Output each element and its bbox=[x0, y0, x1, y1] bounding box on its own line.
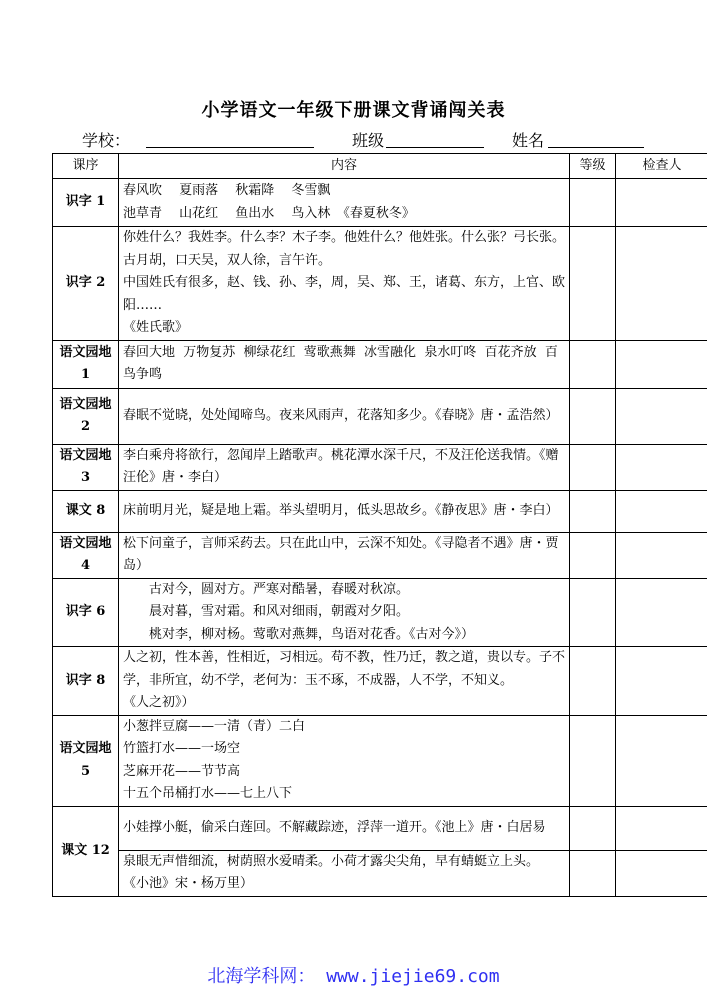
content-line: 晨对暮，雪对霜。和风对细雨，朝霞对夕阳。 bbox=[123, 604, 410, 619]
table-row bbox=[53, 227, 707, 341]
content-line: 《小池》宋・杨万里） bbox=[123, 876, 254, 891]
lesson-cell: 课文 8 bbox=[53, 490, 119, 532]
lesson-cell: 语文园地 4 bbox=[53, 532, 119, 578]
column-header: 等级 bbox=[570, 154, 616, 179]
grade-cell[interactable] bbox=[570, 388, 616, 444]
content-line: 松下问童子，言师采药去。只在此山中，云深不知处。《寻隐者不遇》唐・贾岛） bbox=[123, 535, 559, 573]
column-header: 内容 bbox=[119, 154, 570, 179]
content-line: 十五个吊桶打水——七上八下 bbox=[123, 786, 293, 801]
grade-cell[interactable] bbox=[570, 647, 616, 716]
column-header: 检查人 bbox=[616, 154, 707, 179]
table-row bbox=[53, 715, 707, 806]
content-line: 李白乘舟将欲行，忽闻岸上踏歌声。桃花潭水深千尺，不及汪伦送我情。《赠汪伦》唐・李白） bbox=[123, 447, 559, 485]
checker-cell[interactable] bbox=[616, 340, 707, 388]
table-row bbox=[53, 647, 707, 716]
grade-cell[interactable] bbox=[570, 806, 616, 850]
checker-cell[interactable] bbox=[616, 490, 707, 532]
content-line: 春眠不觉晓，处处闻啼鸟。夜来风雨声，花落知多少。《春晓》唐・孟浩然） bbox=[123, 407, 559, 423]
content-line: 你姓什么？我姓李。什么李？木子李。他姓什么？他姓张。什么张？弓长张。古月胡，口天吴，双人徐，言午许。 bbox=[123, 230, 566, 268]
content-cell bbox=[119, 388, 570, 444]
lesson-cell: 语文园地 1 bbox=[53, 340, 119, 388]
content-cell bbox=[119, 227, 570, 341]
content-line: 古对今，圆对方。严寒对酷暑，春暖对秋凉。 bbox=[123, 581, 410, 597]
content-line: 春回大地 万物复苏 柳绿花红 莺歌燕舞 冰雪融化 泉水叮咚 百花齐放 百鸟争鸣 bbox=[123, 344, 558, 382]
header-fields bbox=[82, 128, 682, 150]
content-cell bbox=[119, 532, 570, 578]
content-line: 春风吹 夏雨落 秋霜降 冬雪飘 bbox=[123, 183, 331, 198]
name-label: 姓名 bbox=[512, 131, 545, 150]
content-line: 《人之初》） bbox=[123, 695, 195, 710]
content-line: 床前明月光，疑是地上霜。举头望明月，低头思故乡。《静夜思》唐・李白） bbox=[123, 502, 559, 518]
grade-cell[interactable] bbox=[570, 490, 616, 532]
table-row bbox=[53, 179, 707, 227]
grade-cell[interactable] bbox=[570, 850, 616, 896]
grade-cell[interactable] bbox=[570, 532, 616, 578]
lesson-cell: 识字 6 bbox=[53, 578, 119, 647]
lesson-cell: 识字 1 bbox=[53, 179, 119, 227]
content-line: 中国姓氏有很多，赵、钱、孙、李，周，吴、郑、王，诸葛、东方，上官、欧阳…… bbox=[123, 275, 566, 313]
checker-cell[interactable] bbox=[616, 850, 707, 896]
name-field[interactable] bbox=[548, 147, 644, 148]
lesson-cell: 识字 2 bbox=[53, 227, 119, 341]
checker-cell[interactable] bbox=[616, 179, 707, 227]
content-cell bbox=[119, 715, 570, 806]
content-cell bbox=[119, 850, 570, 896]
lesson-cell: 语文园地 2 bbox=[53, 388, 119, 444]
lesson-cell: 语文园地 5 bbox=[53, 715, 119, 806]
lesson-cell: 识字 8 bbox=[53, 647, 119, 716]
content-cell bbox=[119, 647, 570, 716]
checker-cell[interactable] bbox=[616, 806, 707, 850]
grade-cell[interactable] bbox=[570, 444, 616, 490]
table-row bbox=[53, 850, 707, 896]
checker-cell[interactable] bbox=[616, 532, 707, 578]
table-row bbox=[53, 388, 707, 444]
content-line: 桃对李，柳对杨。莺歌对燕舞，鸟语对花香。《古对今》） bbox=[123, 626, 475, 642]
content-line: 《姓氏歌》 bbox=[123, 320, 189, 335]
content-line: 人之初，性本善，性相近，习相远。苟不教，性乃迁，教之道，贵以专。子不学，非所宜，幼不学，老何为：玉不琢，不成器，人不学，不知义。 bbox=[123, 650, 566, 688]
table-row bbox=[53, 490, 707, 532]
table-row bbox=[53, 340, 707, 388]
checker-cell[interactable] bbox=[616, 444, 707, 490]
checker-cell[interactable] bbox=[616, 647, 707, 716]
lesson-cell: 语文园地 3 bbox=[53, 444, 119, 490]
grade-cell[interactable] bbox=[570, 340, 616, 388]
checker-cell[interactable] bbox=[616, 578, 707, 647]
table-header-row bbox=[53, 154, 707, 179]
content-cell bbox=[119, 340, 570, 388]
column-header: 课序 bbox=[53, 154, 119, 179]
table-row bbox=[53, 532, 707, 578]
grade-cell[interactable] bbox=[570, 715, 616, 806]
content-line: 小娃撑小艇，偷采白莲回。不解藏踪迹，浮萍一道开。《池上》唐・白居易 bbox=[123, 819, 546, 835]
content-line: 泉眼无声惜细流，树荫照水爱晴柔。小荷才露尖尖角，早有蜻蜓立上头。 bbox=[123, 853, 540, 869]
checker-cell[interactable] bbox=[616, 715, 707, 806]
grade-cell[interactable] bbox=[570, 227, 616, 341]
grade-cell[interactable] bbox=[570, 179, 616, 227]
page-title: 小学语文一年级下册课文背诵闯关表 bbox=[201, 100, 506, 121]
content-cell bbox=[119, 490, 570, 532]
checker-cell[interactable] bbox=[616, 227, 707, 341]
table-row bbox=[53, 806, 707, 850]
content-line: 小葱拌豆腐——一清（青）二白 bbox=[123, 718, 306, 734]
school-field[interactable] bbox=[146, 147, 314, 148]
grade-cell[interactable] bbox=[570, 578, 616, 647]
content-cell bbox=[119, 578, 570, 647]
content-line: 池草青 山花红 鱼出水 鸟入林 《春夏秋冬》 bbox=[123, 205, 415, 221]
content-line: 芝麻开花——节节高 bbox=[123, 763, 241, 779]
content-cell bbox=[119, 806, 570, 850]
recitation-table bbox=[52, 153, 707, 897]
class-label: 班级 bbox=[352, 131, 385, 150]
footer-website: 北海学科网： www.jiejie69.com bbox=[207, 966, 500, 987]
table-body bbox=[53, 179, 707, 897]
content-cell bbox=[119, 444, 570, 490]
table-row bbox=[53, 444, 707, 490]
checker-cell[interactable] bbox=[616, 388, 707, 444]
content-cell bbox=[119, 179, 570, 227]
class-field[interactable] bbox=[386, 147, 484, 148]
table-row bbox=[53, 578, 707, 647]
school-label: 学校： bbox=[82, 131, 131, 150]
lesson-cell: 课文 12 bbox=[53, 806, 119, 896]
content-line: 竹篮打水——一场空 bbox=[123, 741, 241, 756]
